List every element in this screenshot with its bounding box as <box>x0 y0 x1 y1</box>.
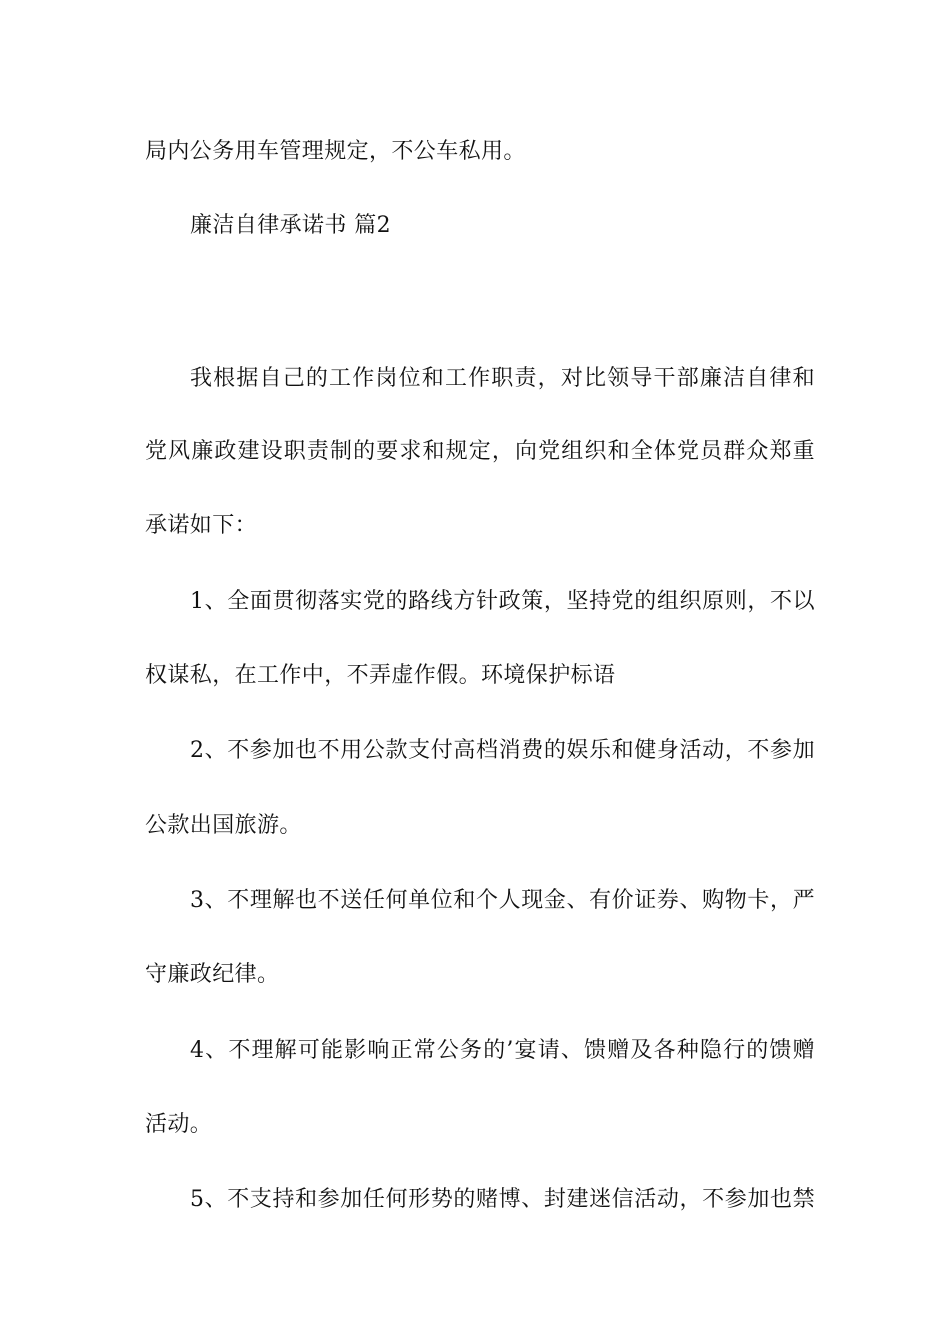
list-item-line: 1、全面贯彻落实党的路线方针政策，坚持党的组织原则，不以 <box>190 589 815 614</box>
list-item-line: 2、不参加也不用公款支付高档消费的娱乐和健身活动，不参加 <box>190 738 815 763</box>
list-item-line: 活动。 <box>145 1112 213 1137</box>
paragraph-line: 我根据自己的工作岗位和工作职责，对比领导干部廉洁自律和 <box>190 366 815 391</box>
list-item-line: 4、不理解可能影响正常公务的’宴请、馈赠及各种隐行的馈赠 <box>190 1038 815 1063</box>
list-item-line: 权谋私，在工作中，不弄虚作假。环境保护标语 <box>145 663 616 688</box>
paragraph-line: 局内公务用车管理规定，不公车私用。 <box>145 139 526 164</box>
list-item-line: 3、不理解也不送任何单位和个人现金、有价证券、购物卡，严 <box>190 888 815 913</box>
section-heading: 廉洁自律承诺书 篇2 <box>190 213 391 238</box>
list-item-line: 守廉政纪律。 <box>145 962 280 987</box>
list-item-line: 公款出国旅游。 <box>145 813 302 838</box>
paragraph-line: 承诺如下： <box>145 513 258 538</box>
paragraph-line: 党风廉政建设职责制的要求和规定，向党组织和全体党员群众郑重 <box>145 439 815 464</box>
list-item-line: 5、不支持和参加任何形势的赌博、封建迷信活动，不参加也禁 <box>190 1187 815 1212</box>
